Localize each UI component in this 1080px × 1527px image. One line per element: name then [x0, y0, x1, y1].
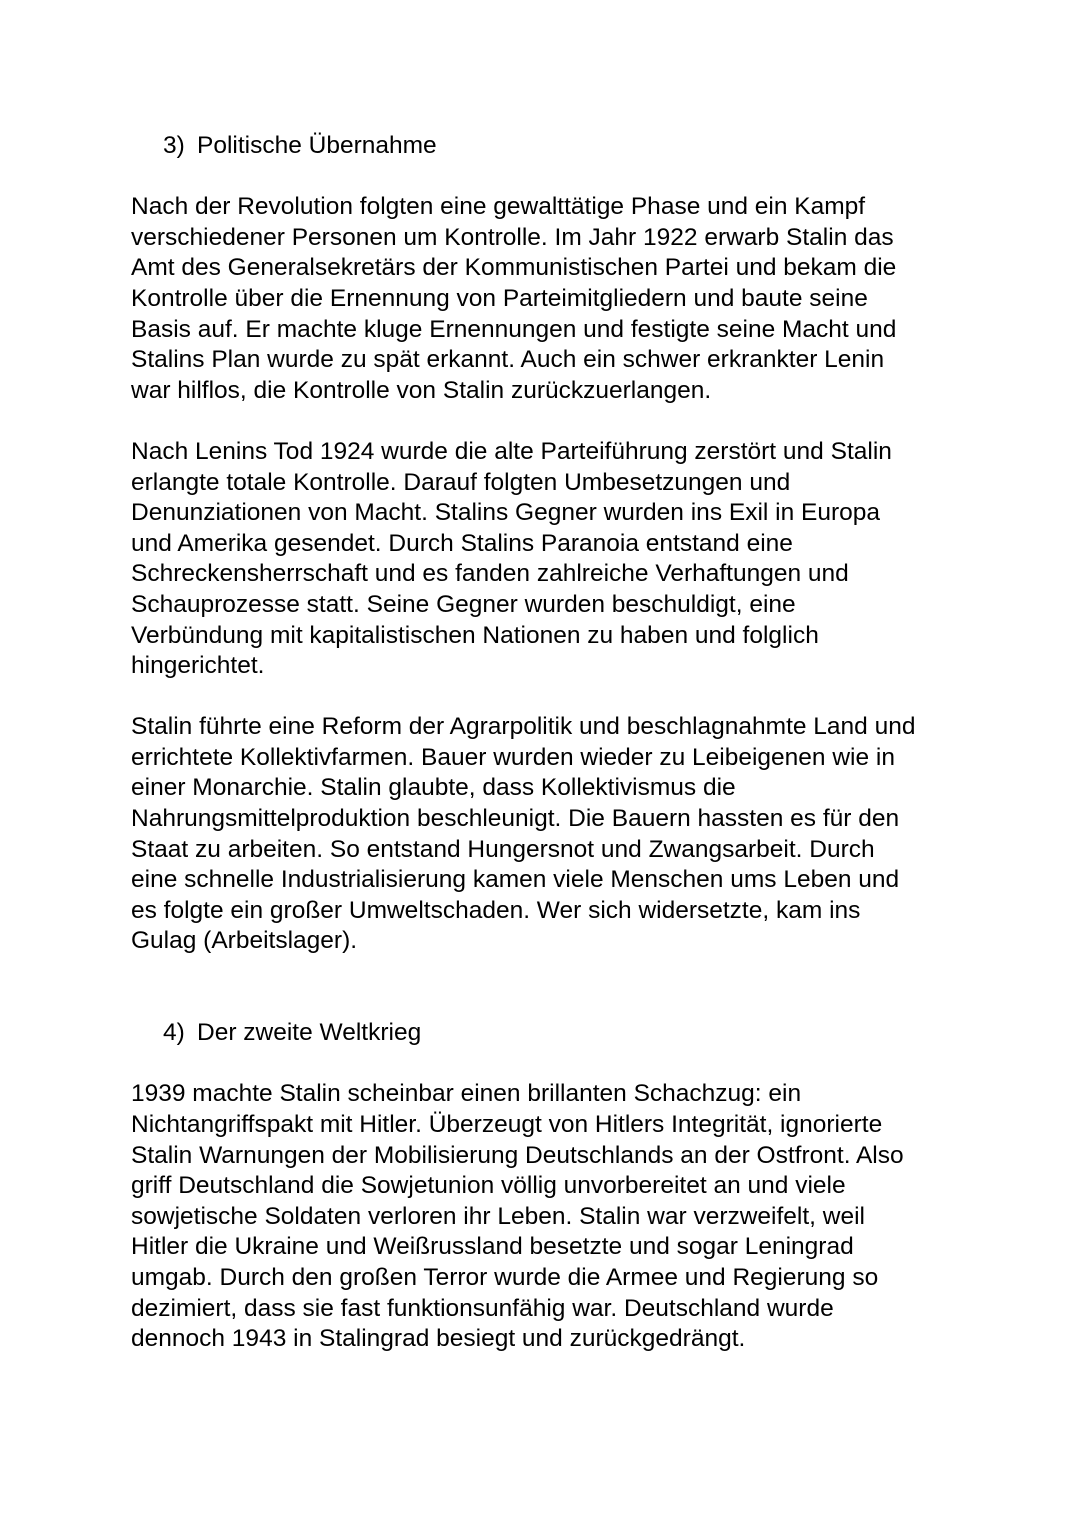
text-line: einer Monarchie. Stalin glaubte, dass Kollektivismus die [131, 774, 736, 802]
text-line: dezimiert, dass sie fast funktionsunfähig war. Deutschland wurde [131, 1294, 834, 1322]
section-gap [131, 988, 971, 1019]
text-line: Stalin Warnungen der Mobilisierung Deutschlands an der Ostfront. Also [131, 1141, 904, 1169]
text-line: dennoch 1943 in Stalingrad besiegt und zurückgedrängt. [131, 1325, 746, 1353]
text-line: Staat zu arbeiten. So entstand Hungersnot und Zwangsarbeit. Durch [131, 835, 875, 863]
section-title: Der zweite Weltkrieg [197, 1019, 422, 1047]
text-line: Nichtangriffspakt mit Hitler. Überzeugt von Hitlers Integrität, ignorierte [131, 1111, 883, 1138]
text-line: Amt des Generalsekretärs der Kommunistischen Partei und bekam die [131, 254, 897, 282]
paragraph [131, 1079, 971, 1354]
text-line: griff Deutschland die Sowjetunion völlig unvorbereitet an und viele [131, 1172, 846, 1200]
text-line: Hitler die Ukraine und Weißrussland besetzte und sogar Leningrad [131, 1233, 854, 1261]
text-line: Nach Lenins Tod 1924 wurde die alte Parteiführung zerstört und Stalin [131, 437, 892, 465]
text-line: eine schnelle Industrialisierung kamen viele Menschen ums Leben und [131, 866, 900, 894]
text-line: Verbündung mit kapitalistischen Nationen zu haben und folglich [131, 621, 819, 649]
paragraph [131, 712, 971, 957]
text-line: Nach der Revolution folgten eine gewalttätige Phase und ein Kampf [131, 193, 866, 221]
paragraph [131, 437, 971, 682]
text-line: Schauprozesse statt. Seine Gegner wurden beschuldigt, eine [131, 590, 796, 618]
text-line: Stalin führte eine Reform der Agrarpolitik und beschlagnahmte Land und [131, 713, 916, 741]
text-line: es folgte ein großer Umweltschaden. Wer sich widersetzte, kam ins [131, 896, 861, 924]
text-line: verschiedener Personen um Kontrolle. Im Jahr 1922 erwarb Stalin das [131, 223, 894, 251]
text-line: war hilflos, die Kontrolle von Stalin zurückzuerlangen. [131, 376, 712, 404]
section-heading-politische-uebernahme [163, 131, 971, 162]
text-line: Schreckensherrschaft und es fanden zahlreiche Verhaftungen und [131, 560, 849, 588]
text-line: Stalins Plan wurde zu spät erkannt. Auch ein schwer erkrankter Lenin [131, 346, 885, 374]
text-line: erlangte totale Kontrolle. Darauf folgten Umbesetzungen und [131, 468, 791, 496]
text-line: Nahrungsmittelproduktion beschleunigt. Die Bauern hassten es für den [131, 805, 900, 833]
text-line: Denunziationen von Macht. Stalins Gegner wurden ins Exil in Europa [131, 499, 881, 527]
text-line: hingerichtet. [131, 652, 265, 680]
text-line: umgab. Durch den großen Terror wurde die Armee und Regierung so [131, 1263, 879, 1291]
text-line: sowjetische Soldaten verloren ihr Leben. Stalin war verzweifelt, weil [131, 1202, 865, 1230]
text-line: 1939 machte Stalin scheinbar einen brillanten Schachzug: ein [131, 1080, 802, 1108]
paragraph [131, 192, 971, 406]
section-number: 3) [163, 132, 185, 159]
section-number: 4) [163, 1019, 185, 1047]
text-line: Gulag (Arbeitslager). [131, 927, 358, 955]
text-line: errichtete Kollektivfarmen. Bauer wurden wieder zu Leibeigenen wie in [131, 743, 895, 771]
text-line: Kontrolle über die Ernennung von Parteimitgliedern und baute seine [131, 284, 868, 312]
text-line: Basis auf. Er machte kluge Ernennungen und festigte seine Macht und [131, 315, 897, 343]
section-title: Politische Übernahme [197, 132, 437, 159]
section-heading-der-zweite-weltkrieg [163, 1018, 971, 1049]
document-content [131, 131, 971, 1385]
text-line: und Amerika gesendet. Durch Stalins Paranoia entstand eine [131, 529, 793, 557]
